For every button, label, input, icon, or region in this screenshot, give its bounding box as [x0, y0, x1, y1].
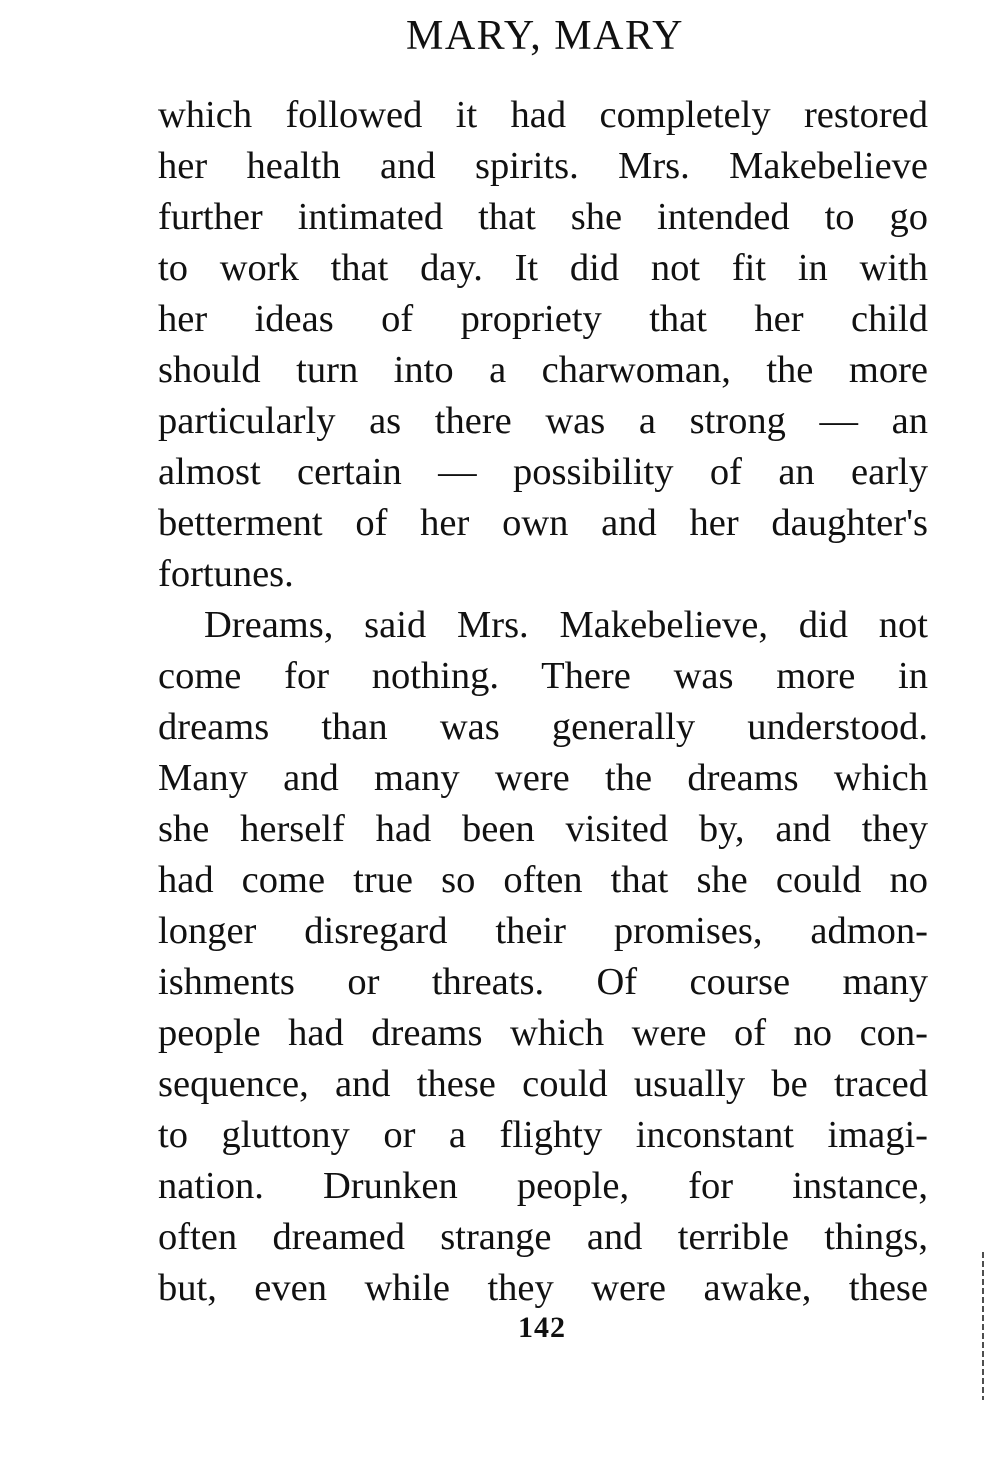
text-line: her ideas of propriety that her child [158, 298, 928, 340]
running-head: MARY, MARY [406, 13, 684, 59]
text-line: but, even while they were awake, these [158, 1267, 928, 1309]
text-line: almost certain — possibility of an early [158, 451, 928, 493]
text-line: come for nothing. There was more in [158, 655, 928, 697]
text-line: had come true so often that she could no [158, 859, 928, 901]
text-line: often dreamed strange and terrible things, [158, 1216, 928, 1258]
text-line: she herself had been visited by, and they [158, 808, 928, 850]
text-line: further intimated that she intended to go [158, 196, 928, 238]
text-line: people had dreams which were of no con- [158, 1012, 928, 1054]
paragraph-1 [158, 90, 928, 600]
text-line: to work that day. It did not fit in with [158, 247, 928, 289]
text-line: to gluttony or a flighty inconstant imagi- [158, 1114, 928, 1156]
page-body [158, 90, 928, 1314]
text-line: fortunes. [158, 553, 294, 595]
page-number: 142 [518, 1311, 566, 1344]
text-line: should turn into a charwoman, the more [158, 349, 928, 391]
text-line: longer disregard their promises, admon- [158, 910, 928, 952]
text-line: dreams than was generally understood. [158, 706, 928, 748]
text-line: Dreams, said Mrs. Makebelieve, did not [204, 604, 928, 646]
text-line: Many and many were the dreams which [158, 757, 928, 799]
text-line: particularly as there was a strong — an [158, 400, 928, 442]
text-line: her health and spirits. Mrs. Makebelieve [158, 145, 928, 187]
text-line: ishments or threats. Of course many [158, 961, 928, 1003]
paragraph-2 [158, 600, 928, 1314]
text-line: betterment of her own and her daughter's [158, 502, 928, 544]
text-line: sequence, and these could usually be traced [158, 1063, 928, 1105]
text-line: which followed it had completely restored [158, 94, 928, 136]
scan-edge-artifact [982, 1252, 984, 1400]
text-line: nation. Drunken people, for instance, [158, 1165, 928, 1207]
